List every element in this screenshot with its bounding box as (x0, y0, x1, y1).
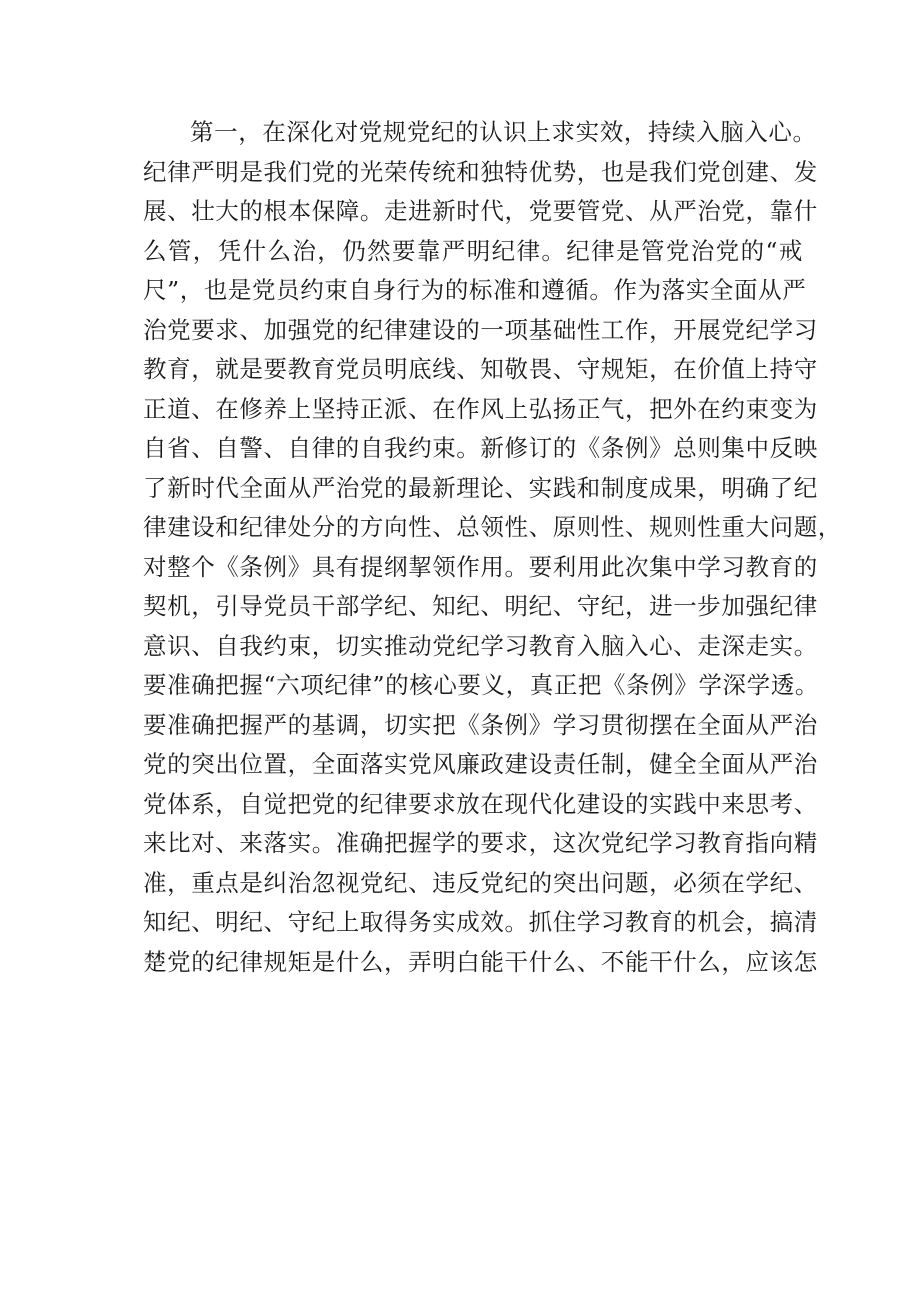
paragraph-line: 契机，引导党员干部学纪、知纪、明纪、守纪，进一步加强纪律 (143, 592, 818, 620)
paragraph-line: 尺”，也是党员约束自身行为的标准和遵循。作为落实全面从严 (143, 276, 807, 304)
paragraph-line: 党的突出位置，全面落实党风廉政建设责任制，健全全面从严治 (143, 750, 818, 778)
paragraph-line: 对整个《条例》具有提纲挈领作用。要利用此次集中学习教育的 (143, 552, 818, 581)
paragraph-line: 么管，凭什么治，仍然要靠严明纪律。纪律是管党治党的“戒 (143, 236, 803, 265)
paragraph-line: 党体系，自觉把党的纪律要求放在现代化建设的实践中来思考、 (143, 789, 818, 818)
paragraph-line: 知纪、明纪、守纪上取得务实成效。抓住学习教育的机会，搞清 (143, 908, 818, 936)
paragraph-line: 第一，在深化对党规党纪的认识上求实效，持续入脑入心。 (190, 118, 817, 146)
paragraph-line: 楚党的纪律规矩是什么，弄明白能干什么、不能干什么，应该怎 (143, 947, 818, 976)
paragraph-line: 治党要求、加强党的纪律建设的一项基础性工作，开展党纪学习 (143, 315, 818, 344)
paragraph-line: 准，重点是纠治忽视党纪、违反党纪的突出问题，必须在学纪、 (143, 868, 818, 897)
paragraph-line: 要准确把握“六项纪律”的核心要义，真正把《条例》学深学透。 (143, 671, 819, 699)
paragraph-line: 律建设和纪律处分的方向性、总领性、原则性、规则性重大问题， (143, 513, 842, 541)
paragraph-line: 意识、自我约束，切实推动党纪学习教育入脑入心、走深走实。 (143, 631, 818, 660)
paragraph-line: 正道、在修养上坚持正派、在作风上弘扬正气，把外在约束变为 (143, 394, 818, 423)
paragraph-line: 要准确把握严的基调，切实把《条例》学习贯彻摆在全面从严治 (143, 710, 818, 739)
paragraph-line: 教育，就是要教育党员明底线、知敬畏、守规矩，在价值上持守 (143, 355, 818, 383)
paragraph-line: 来比对、来落实。准确把握学的要求，这次党纪学习教育指向精 (143, 829, 818, 857)
paragraph-line: 了新时代全面从严治党的最新理论、实践和制度成果，明确了纪 (143, 473, 818, 502)
paragraph-line: 纪律严明是我们党的光荣传统和独特优势，也是我们党创建、发 (143, 157, 818, 186)
paragraph-line: 自省、自警、自律的自我约束。新修订的《条例》总则集中反映 (143, 434, 818, 462)
paragraph-line: 展、壮大的根本保障。走进新时代，党要管党、从严治党，靠什 (143, 197, 818, 225)
body-paragraph (143, 113, 842, 982)
